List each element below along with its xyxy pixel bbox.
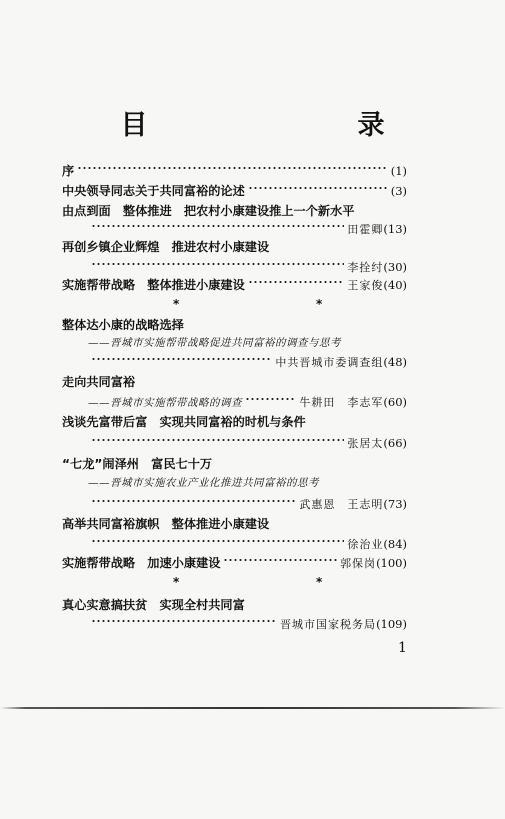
leader-dots — [248, 187, 388, 189]
toc-entry-author — [88, 535, 407, 553]
page-ref: (3) — [390, 184, 407, 198]
entry-title: 序 — [62, 164, 75, 178]
entry-subtitle: ——晋城市实施帮带战略促进共同富裕的调查与思考 — [88, 337, 341, 349]
entry-author: 王家俊 — [347, 279, 384, 292]
entry-author: 徐治业 — [347, 538, 384, 551]
toc-entry-author — [88, 353, 407, 371]
leader-dots — [223, 559, 337, 561]
leader-dots — [91, 540, 344, 542]
page-title: 目 录 — [120, 110, 437, 141]
toc-entry — [62, 202, 407, 220]
entry-author: 晋城市国家税务局 — [280, 618, 377, 631]
entry-author: 牛耕田 李志军 — [299, 396, 384, 409]
toc-entry — [62, 455, 407, 473]
toc-entry-author — [88, 258, 407, 276]
page-ref: (60) — [383, 395, 407, 409]
star-separator-left: * — [173, 297, 180, 311]
toc-entry — [62, 413, 407, 431]
leader-dots — [248, 281, 345, 283]
toc-entry-subtitle — [88, 393, 407, 411]
page-ref: (109) — [376, 617, 407, 631]
entry-author: 中共晋城市委调查组 — [275, 356, 384, 369]
toc-entry-author — [88, 220, 407, 238]
page-ref: (48) — [383, 355, 407, 369]
entry-title: 真心实意搞扶贫 实现全村共同富 — [62, 598, 245, 612]
entry-author: 张居太 — [347, 437, 384, 450]
star-separator-right: * — [316, 297, 323, 311]
leader-dots — [77, 167, 388, 169]
page-ref: (73) — [383, 497, 407, 511]
page-ref: (84) — [383, 537, 407, 551]
toc-entry-author — [88, 495, 407, 513]
entry-title: 整体达小康的战略选择 — [62, 318, 184, 332]
toc-entry — [62, 162, 407, 180]
toc-entry — [62, 182, 407, 200]
leader-dots — [245, 398, 296, 400]
page-ref: (100) — [376, 556, 407, 570]
entry-title: 中央领导同志关于共同富裕的论述 — [62, 184, 245, 198]
entry-title: “七龙”闹泽州 富民七十万 — [62, 457, 213, 471]
entry-title: 实施帮带战略 整体推进小康建设 — [62, 278, 245, 292]
entry-author: 郭保岗 — [340, 557, 377, 570]
leader-dots — [91, 263, 344, 265]
entry-author: 李拴纣 — [347, 261, 384, 274]
entry-title: 由点到面 整体推进 把农村小康建设推上一个新水平 — [62, 204, 355, 218]
page-ref: (40) — [383, 278, 407, 292]
entry-author: 武惠恩 王志明 — [299, 498, 384, 511]
entry-subtitle: ——晋城市实施农业产业化推进共同富裕的思考 — [88, 477, 319, 489]
entry-subtitle: ——晋城市实施帮带战略的调查 — [88, 397, 242, 409]
star-separator-left: * — [173, 575, 180, 589]
toc-entry-author — [88, 434, 407, 452]
toc-entry-subtitle — [88, 334, 407, 352]
page-ref: (66) — [383, 436, 407, 450]
toc-entry-subtitle — [88, 474, 407, 492]
star-separator-right: * — [316, 575, 323, 589]
entry-author: 田霍卿 — [347, 223, 384, 236]
page-ref: (13) — [383, 222, 407, 236]
toc-entry-author — [88, 615, 407, 633]
page-edge-rule — [0, 707, 505, 709]
page-ref: (30) — [383, 260, 407, 274]
toc-entry — [62, 238, 407, 256]
toc-entry — [62, 316, 407, 334]
toc-entry — [62, 276, 407, 294]
leader-dots — [91, 620, 277, 622]
toc-entry — [62, 515, 407, 533]
leader-dots — [91, 500, 296, 502]
page-number: 1 — [398, 640, 407, 656]
entry-title: 走向共同富裕 — [62, 375, 136, 389]
leader-dots — [91, 225, 344, 227]
toc-entry — [62, 373, 407, 391]
entry-title: 高举共同富裕旗帜 整体推进小康建设 — [62, 517, 270, 531]
leader-dots — [91, 439, 344, 441]
entry-title: 再创乡镇企业辉煌 推进农村小康建设 — [62, 240, 270, 254]
page-ref: (1) — [390, 164, 407, 178]
entry-title: 浅谈先富带后富 实现共同富裕的时机与条件 — [62, 415, 306, 429]
leader-dots — [91, 358, 272, 360]
toc-entry — [62, 554, 407, 572]
entry-title: 实施帮带战略 加速小康建设 — [62, 556, 221, 570]
toc-entry — [62, 596, 407, 614]
